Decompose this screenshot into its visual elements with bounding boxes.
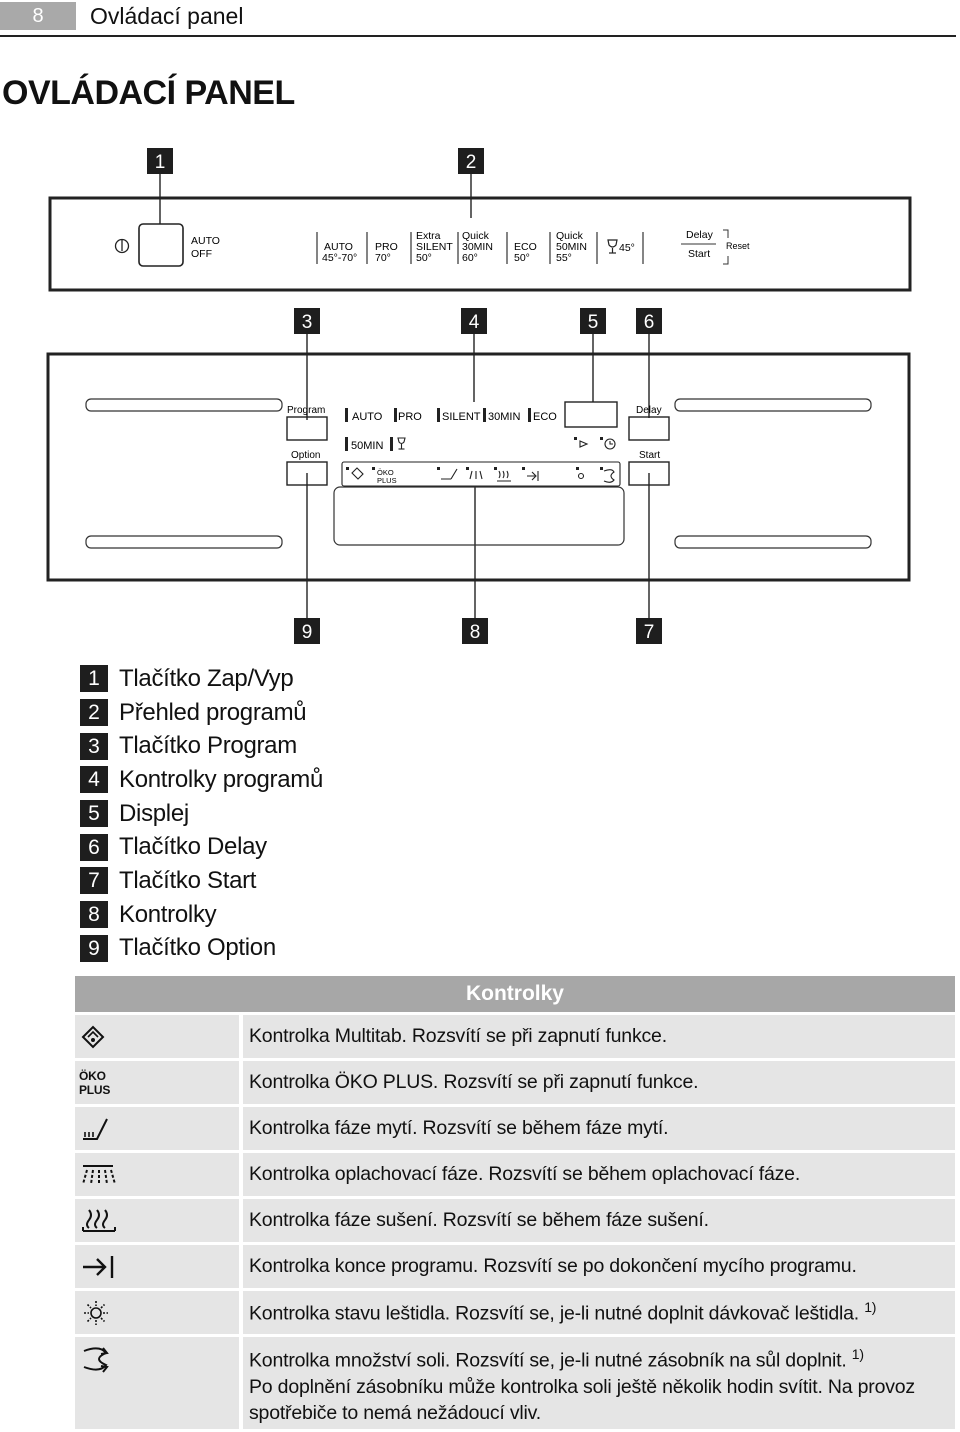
multitab-icon (79, 1023, 109, 1051)
plus-label: PLUS (79, 1082, 111, 1097)
legend-item (80, 830, 323, 864)
legend-item (80, 696, 323, 730)
table-row (75, 1061, 955, 1104)
indicators-table (75, 973, 955, 1432)
svg-text:30MIN: 30MIN (462, 241, 493, 253)
svg-text:60°: 60° (462, 252, 478, 264)
page-header (0, 0, 960, 36)
end-icon (79, 1252, 119, 1282)
callout-6-label: 6 (643, 312, 655, 333)
legend-item (80, 797, 323, 831)
svg-text:Extra: Extra (416, 230, 441, 242)
svg-text:PRO: PRO (398, 411, 422, 423)
table-cell-text: Kontrolka Multitab. Rozsvítí se při zapnutí funkce. (243, 1015, 955, 1058)
svg-text:50MIN: 50MIN (556, 241, 587, 253)
svg-text:50°: 50° (514, 252, 530, 264)
callout-9-label: 9 (301, 622, 313, 643)
legend-number: 1 (80, 665, 108, 692)
footnote-mark: 1) (864, 1299, 877, 1316)
legend-text: Tlačítko Zap/Vyp (119, 664, 294, 692)
callout-2-label: 2 (465, 152, 477, 173)
power-auto-label: AUTO (191, 235, 220, 247)
callout-3-label: 3 (301, 312, 313, 333)
legend-item (80, 932, 323, 966)
footnote-mark: 1) (851, 1346, 864, 1362)
power-button[interactable] (139, 224, 183, 266)
svg-text:ECO: ECO (514, 241, 537, 253)
control-panel-diagram (0, 140, 960, 660)
svg-text:SILENT: SILENT (442, 411, 481, 423)
svg-text:45°-70°: 45°-70° (322, 252, 358, 264)
table-cell-text: Kontrolka množství soli. Rozsvítí se, je-li nutné zásobník na sůl doplnit. (249, 1349, 847, 1372)
header-rule (0, 35, 956, 37)
legend-text: Displej (119, 799, 189, 827)
table-cell-text: Kontrolka fáze mytí. Rozsvítí se během fáze mytí. (243, 1107, 955, 1150)
svg-text:SILENT: SILENT (416, 241, 453, 253)
legend-number: 5 (80, 800, 108, 827)
table-row (75, 1107, 955, 1150)
rinse-phase-icon (79, 1160, 119, 1190)
table-cell-text: Kontrolka konce programu. Rozsvítí se po dokončení mycího programu. (243, 1245, 955, 1288)
start-label: Start (688, 248, 711, 260)
legend-text: Tlačítko Option (119, 934, 276, 962)
glass-icon (608, 240, 617, 253)
table-cell-text: Kontrolka ÖKO PLUS. Rozsvítí se při zapnutí funkce. (243, 1061, 955, 1104)
svg-text:ECO: ECO (533, 411, 557, 423)
svg-text:50°: 50° (416, 252, 432, 264)
page-number: 8 (0, 2, 76, 30)
reset-label: Reset (726, 241, 750, 251)
callout-4-label: 4 (468, 312, 480, 333)
legend-item (80, 662, 323, 696)
svg-text:Quick: Quick (462, 230, 489, 242)
legend-list (80, 662, 323, 965)
bottom-panel (48, 354, 909, 580)
svg-text:PRO: PRO (375, 241, 398, 253)
glass-temp: 45° (619, 242, 635, 254)
top-panel (50, 198, 910, 290)
table-cell-text: Kontrolka stavu leštidla. Rozsvítí se, je-li nutné doplnit dávkovač leštidla. (249, 1302, 859, 1325)
svg-text:50MIN: 50MIN (351, 440, 384, 452)
legend-number: 4 (80, 766, 108, 793)
table-row (75, 1153, 955, 1196)
start-button-label: Start (639, 450, 661, 461)
legend-text: Tlačítko Start (119, 866, 257, 894)
legend-number: 9 (80, 935, 108, 962)
legend-item (80, 729, 323, 763)
callout-8-label: 8 (469, 622, 481, 643)
table-row (75, 1291, 955, 1334)
power-off-label: OFF (191, 248, 212, 260)
svg-text:AUTO: AUTO (324, 241, 353, 253)
legend-text: Kontrolky programů (119, 765, 324, 793)
table-row (75, 1199, 955, 1242)
program-indicator-labels (351, 411, 557, 452)
section-title: Ovládací panel (90, 3, 244, 29)
program-button-label: Program (287, 405, 326, 416)
top-program-labels (322, 230, 587, 264)
legend-number: 7 (80, 867, 108, 894)
legend-text: Tlačítko Delay (119, 833, 267, 861)
callout-1-label: 1 (154, 152, 166, 173)
svg-text:55°: 55° (556, 252, 572, 264)
legend-text: Přehled programů (119, 698, 307, 726)
page-title: OVLÁDACÍ PANEL (2, 74, 295, 112)
svg-text:AUTO: AUTO (352, 411, 383, 423)
legend-number: 6 (80, 834, 108, 861)
legend-number: 8 (80, 901, 108, 928)
table-row (75, 1337, 955, 1429)
oko-label: ÖKO (79, 1068, 106, 1083)
legend-text: Tlačítko Program (119, 732, 297, 760)
delay-label: Delay (686, 229, 713, 241)
legend-item (80, 763, 323, 797)
oko-plus-icon (79, 1069, 239, 1097)
option-button-label: Option (291, 450, 321, 461)
callout-boxes (147, 148, 662, 644)
legend-number: 2 (80, 699, 108, 726)
rinse-aid-icon (79, 1298, 113, 1328)
washing-phase-icon (79, 1114, 109, 1144)
table-header: Kontrolky (75, 976, 955, 1012)
callout-5-label: 5 (587, 312, 599, 333)
svg-text:Quick: Quick (556, 230, 583, 242)
plus-indicator-label: PLUS (377, 476, 397, 485)
table-cell-text: Kontrolka fáze sušení. Rozsvítí se během fáze sušení. (243, 1199, 955, 1242)
legend-text: Kontrolky (119, 900, 217, 928)
callout-7-label: 7 (643, 622, 655, 643)
svg-text:70°: 70° (375, 252, 391, 264)
legend-item (80, 898, 323, 932)
legend-item (80, 864, 323, 898)
program-button[interactable] (287, 417, 327, 440)
salt-icon (79, 1345, 113, 1375)
legend-number: 3 (80, 733, 108, 760)
table-row (75, 1245, 955, 1288)
power-icon (116, 240, 129, 253)
delay-button-label: Delay (636, 405, 662, 416)
table-cell-note: Po doplnění zásobníku může kontrolka soli ještě několik hodin svítit. Na provoz spotřebiče to nemá nežádoucí vliv. (249, 1375, 915, 1424)
svg-text:30MIN: 30MIN (488, 411, 521, 423)
oko-indicator-label: ÖKO (377, 468, 394, 477)
table-row (75, 1015, 955, 1058)
table-cell-text: Kontrolka oplachovací fáze. Rozsvítí se během oplachovací fáze. (243, 1153, 955, 1196)
table-header-row (75, 976, 955, 1012)
display (565, 402, 617, 427)
delay-button[interactable] (629, 417, 669, 440)
drying-phase-icon (79, 1206, 119, 1236)
